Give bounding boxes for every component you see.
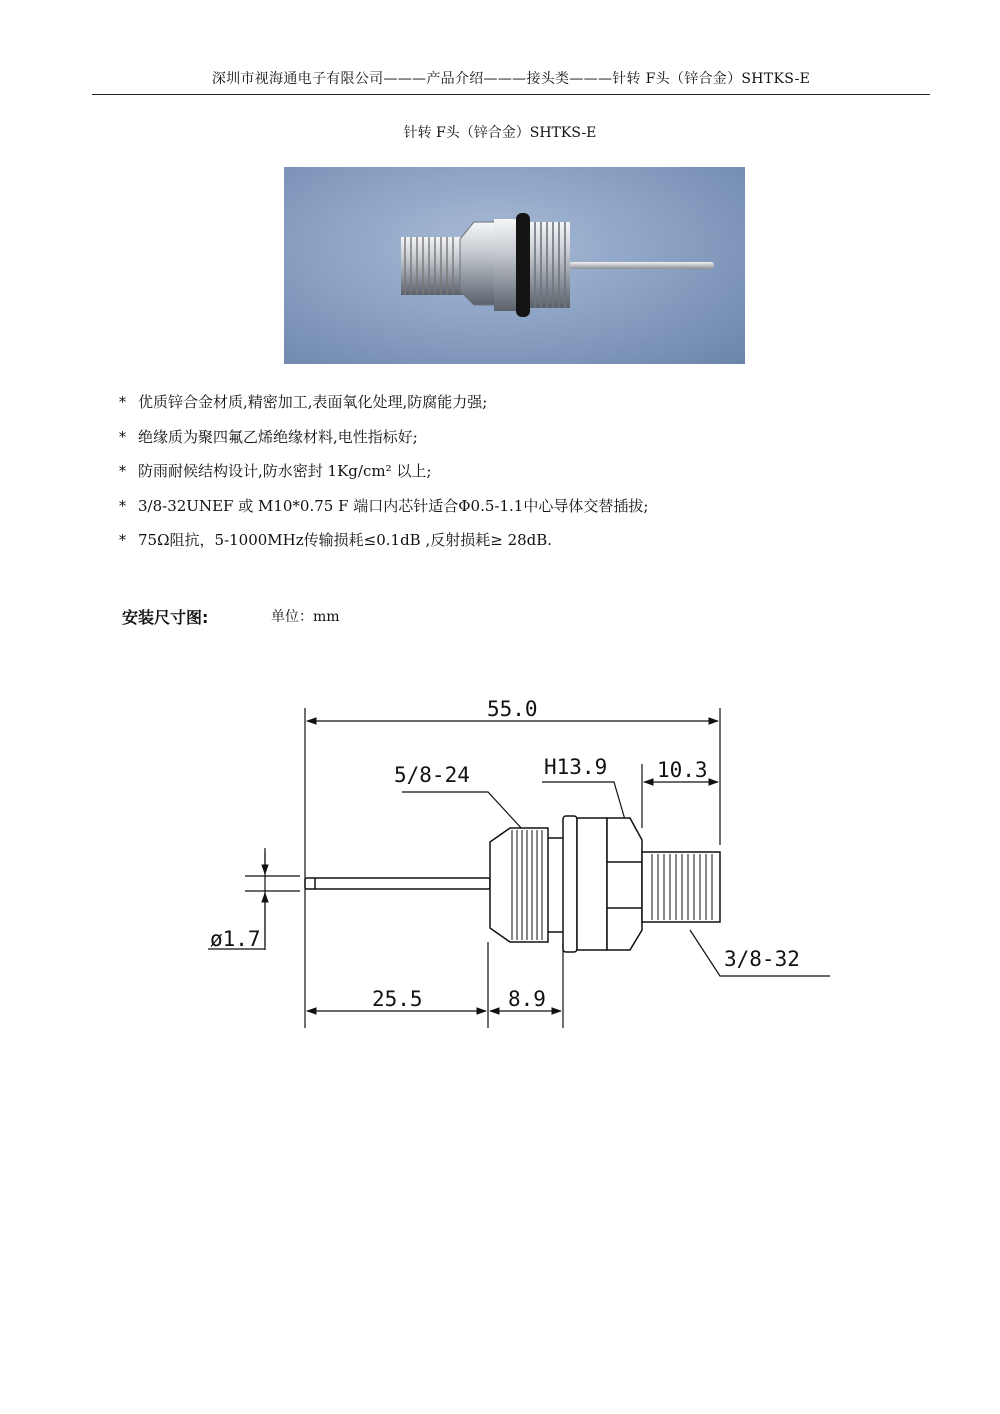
dim-thread-large: 5/8-24 <box>394 763 470 787</box>
photo-o-ring <box>516 213 530 317</box>
photo-large-thread <box>530 222 570 308</box>
feature-text: 3/8-32UNEF 或 M10*0.75 F 端口内芯针适合Φ0.5-1.1中心导体交替插拔; <box>138 496 649 515</box>
feature-bullet: * <box>118 427 128 446</box>
unit-label: 单位：mm <box>271 609 340 625</box>
feature-item <box>118 392 648 427</box>
product-photo <box>284 167 745 364</box>
feature-item <box>118 530 648 565</box>
dimension-drawing-svg <box>190 680 830 1040</box>
dim-overall-length: 55.0 <box>487 697 538 721</box>
dim-f-end-length: 10.3 <box>657 758 708 782</box>
dim-thread-small: 3/8-32 <box>724 947 800 971</box>
dim-pin-length: 25.5 <box>372 987 423 1011</box>
feature-text: 绝缘质为聚四氟乙烯绝缘材料,电性指标好; <box>138 427 418 446</box>
dim-thread-length: 8.9 <box>508 987 546 1011</box>
photo-body <box>494 219 518 311</box>
dimension-drawing <box>190 680 830 1040</box>
connector-outline <box>305 816 720 952</box>
install-dimensions-label: 安装尺寸图: <box>122 608 209 627</box>
dim-pin-diameter: ø1.7 <box>210 927 261 951</box>
feature-text: 优质锌合金材质,精密加工,表面氧化处理,防腐能力强; <box>138 393 488 411</box>
feature-item <box>118 496 648 531</box>
feature-bullet: * <box>118 393 128 411</box>
feature-item <box>118 461 648 496</box>
feature-bullet: * <box>118 531 128 549</box>
product-title: 针转 F头（锌合金）SHTKS-E <box>403 125 597 141</box>
connector-photo-illustration <box>284 167 745 364</box>
feature-bullet: * <box>118 462 128 480</box>
photo-pin <box>569 262 714 269</box>
feature-text: 防雨耐候结构设计,防水密封 1Kg/cm² 以上; <box>138 462 432 480</box>
feature-text: 75Ω阻抗，5-1000MHz传输损耗≤0.1dB ,反射损耗≥ 28dB. <box>138 531 553 549</box>
feature-item <box>118 427 648 462</box>
feature-list <box>118 392 648 565</box>
photo-hex-nut <box>460 222 496 305</box>
page-header: 深圳市视海通电子有限公司———产品介绍———接头类———针转 F头（锌合金）SHTKS-E <box>211 71 811 87</box>
header-rule <box>92 94 930 95</box>
photo-small-thread <box>401 237 463 295</box>
feature-bullet: * <box>118 496 128 515</box>
dim-hex-size: H13.9 <box>544 755 608 779</box>
